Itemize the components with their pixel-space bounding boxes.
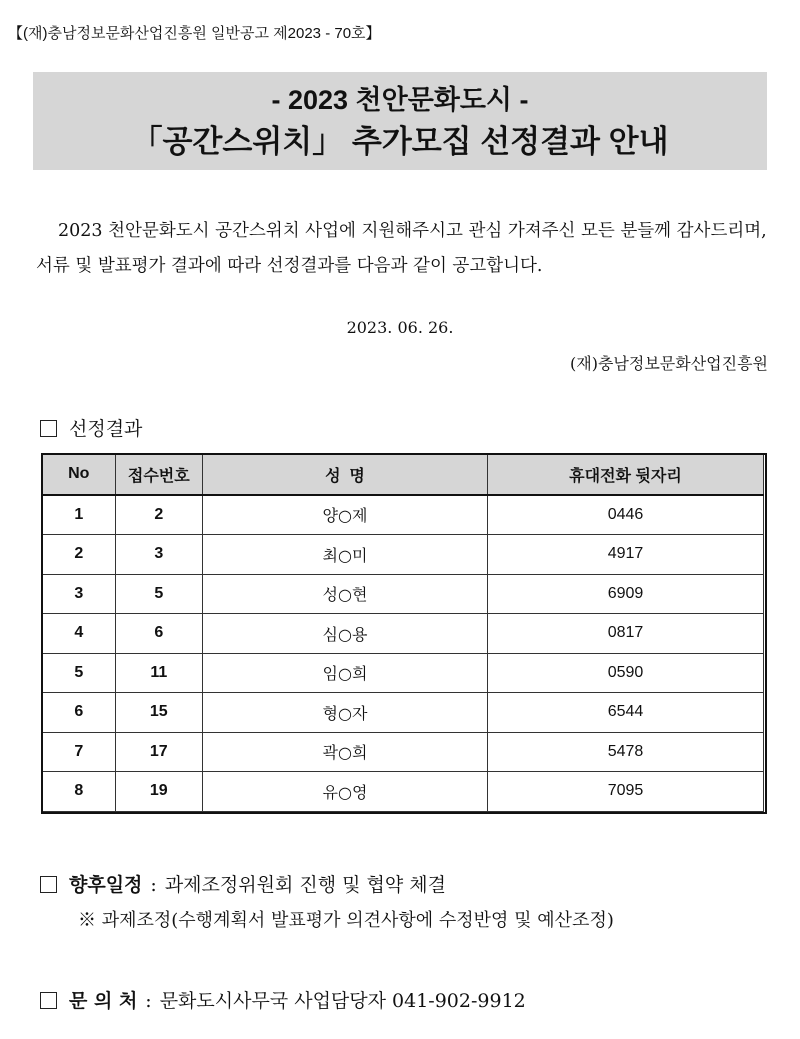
cell-application-no: 5: [115, 574, 202, 614]
schedule-colon: :: [150, 874, 157, 896]
intro-paragraph: [36, 214, 776, 284]
schedule-label: 향후일정: [69, 875, 143, 896]
title-banner: [33, 72, 767, 170]
cell-no: 2: [43, 535, 116, 575]
cell-name: 양○제: [203, 495, 488, 535]
cell-phone-last-digits: 5478: [487, 732, 763, 772]
cell-no: 8: [43, 772, 116, 812]
checkbox-icon: [40, 992, 57, 1009]
result-heading-text: 선정결과: [69, 418, 143, 440]
cell-phone-last-digits: 4917: [487, 535, 763, 575]
table-row: [43, 653, 764, 693]
table-row: [43, 732, 764, 772]
cell-application-no: 6: [115, 614, 202, 654]
table-row: [43, 535, 764, 575]
checkbox-icon: [40, 876, 57, 893]
contact-line: [40, 986, 526, 1013]
cell-no: 4: [43, 614, 116, 654]
cell-name: 임○희: [203, 653, 488, 693]
cell-application-no: 17: [115, 732, 202, 772]
table-row: [43, 614, 764, 654]
table-row: [43, 772, 764, 812]
column-header: 접수번호: [115, 455, 202, 495]
cell-phone-last-digits: 0446: [487, 495, 763, 535]
contact-text: 문화도시사무국 사업담당자 041-902-9912: [159, 990, 526, 1012]
cell-name: 최○미: [203, 535, 488, 575]
column-header: No: [43, 455, 116, 495]
cell-phone-last-digits: 7095: [487, 772, 763, 812]
contact-label: 문 의 처: [69, 990, 138, 1012]
cell-application-no: 3: [115, 535, 202, 575]
cell-no: 6: [43, 693, 116, 733]
cell-name: 성○현: [203, 574, 488, 614]
cell-phone-last-digits: 6909: [487, 574, 763, 614]
cell-no: 1: [43, 495, 116, 535]
cell-name: 곽○희: [203, 732, 488, 772]
cell-application-no: 15: [115, 693, 202, 733]
cell-no: 7: [43, 732, 116, 772]
column-header: 휴대전화 뒷자리: [487, 455, 763, 495]
cell-phone-last-digits: 0590: [487, 653, 763, 693]
cell-application-no: 19: [115, 772, 202, 812]
checkbox-icon: [40, 420, 57, 437]
table-header-row: [43, 455, 764, 495]
title-line-2: 「공간스위치」 추가모집 선정결과 안내: [131, 124, 669, 159]
result-section-heading: [40, 414, 142, 441]
cell-name: 심○용: [203, 614, 488, 654]
cell-phone-last-digits: 0817: [487, 614, 763, 654]
cell-phone-last-digits: 6544: [487, 693, 763, 733]
cell-application-no: 2: [115, 495, 202, 535]
intro-text: 2023 천안문화도시 공간스위치 사업에 지원해주시고 관심 가져주신 모든 분들께 감사드리며, 서류 및 발표평가 결과에 따라 선정결과를 다음과 같이 공고합니다.: [36, 221, 767, 276]
notice-id: 【(재)충남정보문화산업진흥원 일반공고 제2023 - 70호】: [8, 25, 381, 42]
column-header: 성 명: [203, 455, 488, 495]
cell-no: 3: [43, 574, 116, 614]
issuing-organization: (재)충남정보문화산업진흥원: [570, 354, 768, 373]
cell-name: 형○자: [203, 693, 488, 733]
result-table: [42, 454, 764, 812]
title-line-1: - 2023 천안문화도시 -: [271, 85, 529, 115]
schedule-note: ※ 과제조정(수행계획서 발표평가 의견사항에 수정반영 및 예산조정): [78, 910, 614, 931]
cell-name: 유○영: [203, 772, 488, 812]
table-row: [43, 693, 764, 733]
contact-colon: :: [145, 990, 152, 1012]
notice-date: 2023. 06. 26.: [346, 318, 454, 337]
cell-application-no: 11: [115, 653, 202, 693]
table-row: [43, 574, 764, 614]
schedule-text: 과제조정위원회 진행 및 협약 체결: [164, 874, 446, 896]
schedule-line: [40, 870, 446, 897]
cell-no: 5: [43, 653, 116, 693]
table-row: [43, 495, 764, 535]
